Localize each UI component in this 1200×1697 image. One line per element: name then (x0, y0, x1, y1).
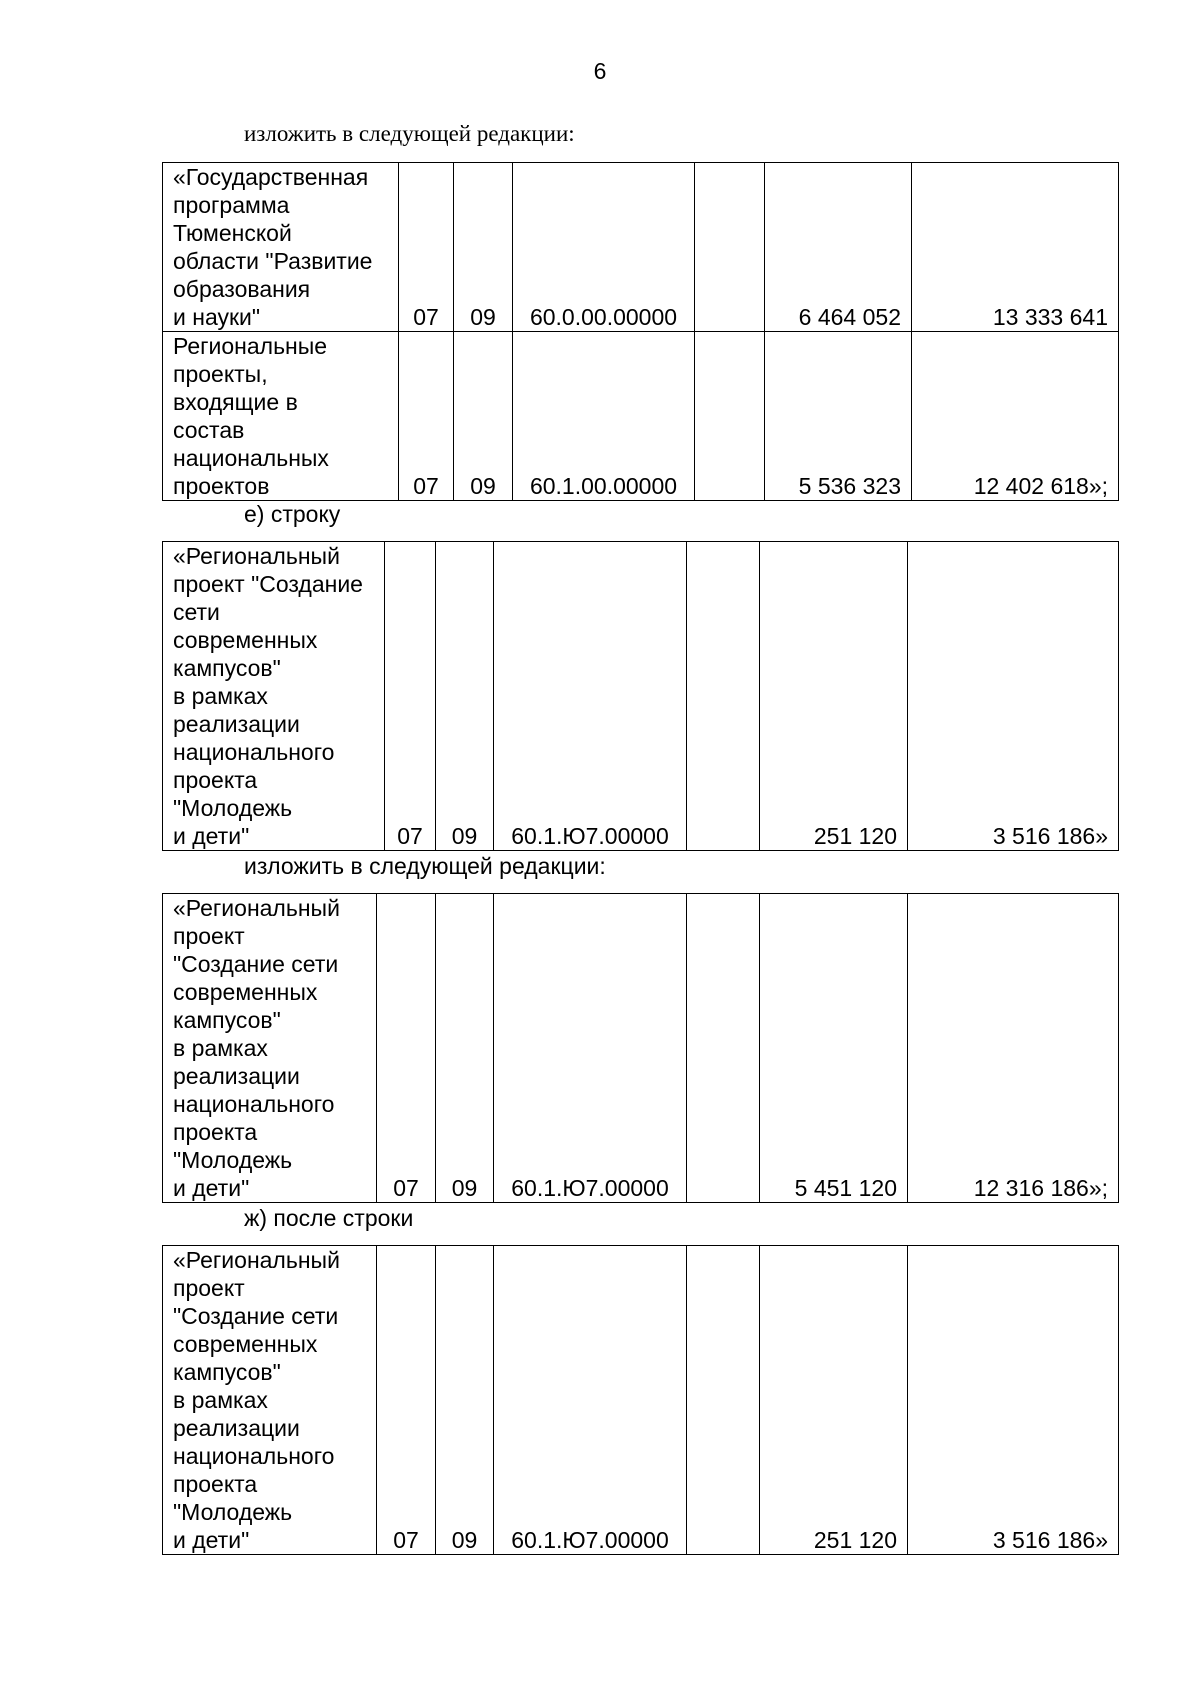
budget-table-4 (162, 1245, 1119, 1555)
target-article-code: 60.1.Ю7.00000 (494, 894, 687, 1203)
table-row (163, 332, 1119, 501)
target-article-code: 60.1.Ю7.00000 (494, 542, 687, 851)
target-article-code: 60.1.Ю7.00000 (494, 1246, 687, 1555)
expense-type-code (687, 894, 760, 1203)
amount-1: 251 120 (760, 1246, 908, 1555)
table-row (163, 542, 1119, 851)
subsection-code: 09 (436, 1246, 494, 1555)
table-row (163, 1246, 1119, 1555)
paragraph-item-zh: ж) после строки (244, 1205, 414, 1231)
section-code: 07 (385, 542, 436, 851)
row-name: Региональные проекты, входящие в состав национальных проектов (163, 332, 399, 501)
amount-2: 3 516 186» (908, 542, 1119, 851)
amount-2: 3 516 186» (908, 1246, 1119, 1555)
section-code: 07 (377, 894, 436, 1203)
expense-type-code (695, 332, 765, 501)
expense-type-code (687, 1246, 760, 1555)
subsection-code: 09 (436, 542, 494, 851)
target-article-code: 60.1.00.00000 (513, 332, 695, 501)
paragraph-item-e: е) строку (244, 501, 341, 527)
budget-table-2 (162, 541, 1119, 851)
expense-type-code (695, 163, 765, 332)
section-code: 07 (399, 163, 454, 332)
table-row (163, 894, 1119, 1203)
subsection-code: 09 (454, 332, 513, 501)
amount-2: 13 333 641 (912, 163, 1119, 332)
section-code: 07 (377, 1246, 436, 1555)
subsection-code: 09 (454, 163, 513, 332)
amount-2: 12 402 618»; (912, 332, 1119, 501)
budget-table-3 (162, 893, 1119, 1203)
section-code: 07 (399, 332, 454, 501)
subsection-code: 09 (436, 894, 494, 1203)
page-number: 6 (593, 58, 607, 84)
paragraph-restate-1: изложить в следующей редакции: (244, 121, 575, 146)
paragraph-restate-2: изложить в следующей редакции: (244, 853, 606, 879)
row-name: «Региональный проект "Создание сети современных кампусов" в рамках реализации национального проекта "Молодежь и дети" (163, 1246, 377, 1555)
budget-table-1 (162, 162, 1119, 501)
row-name: «Региональный проект "Создание сети современных кампусов" в рамках реализации национального проекта "Молодежь и дети" (163, 542, 385, 851)
amount-2: 12 316 186»; (908, 894, 1119, 1203)
amount-1: 5 451 120 (760, 894, 908, 1203)
table-row (163, 163, 1119, 332)
target-article-code: 60.0.00.00000 (513, 163, 695, 332)
row-name: «Региональный проект "Создание сети современных кампусов" в рамках реализации национального проекта "Молодежь и дети" (163, 894, 377, 1203)
expense-type-code (687, 542, 760, 851)
row-name: «Государственная программа Тюменской области "Развитие образования и науки" (163, 163, 399, 332)
amount-1: 5 536 323 (765, 332, 912, 501)
amount-1: 251 120 (760, 542, 908, 851)
amount-1: 6 464 052 (765, 163, 912, 332)
